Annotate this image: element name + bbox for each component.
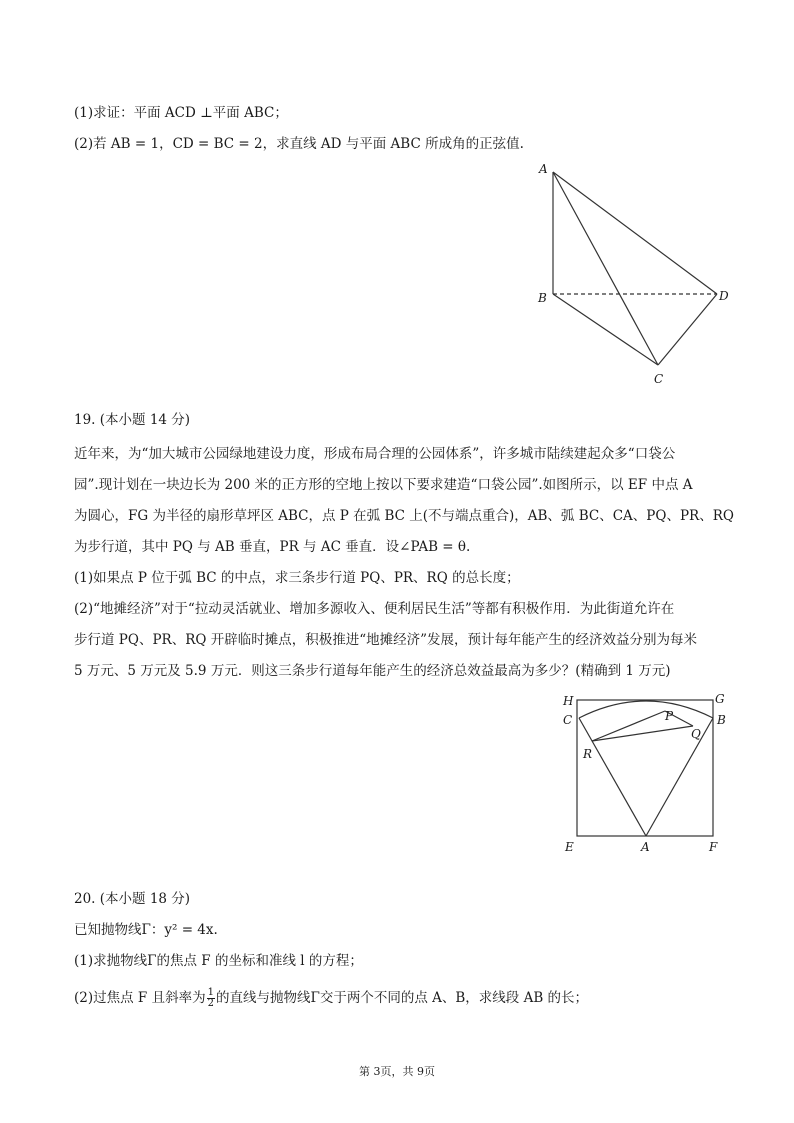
label-p: P — [665, 709, 674, 723]
edge-bc — [553, 294, 658, 365]
walkway-rq — [592, 726, 693, 741]
label-f: F — [709, 840, 718, 854]
label-a: A — [641, 840, 650, 854]
edge-ad — [553, 172, 717, 294]
q18-tetrahedron-figure — [530, 155, 740, 394]
label-c: C — [654, 372, 664, 386]
label-b: B — [717, 713, 726, 727]
walkway-pr — [592, 711, 665, 741]
edge-ac — [553, 172, 658, 365]
fraction-denominator: 2 — [207, 998, 214, 1009]
label-q: Q — [691, 727, 701, 741]
q18-part2: (2)若 AB = 1，CD = BC = 2，求直线 AD 与平面 ABC 所成角的正弦值. — [74, 136, 524, 152]
arc-bc — [579, 701, 713, 718]
q19-part2-line-3: 5 万元、5 万元及 5.9 万元．则这三条步行道每年能产生的经济总效益最高为多少？(精确到 1 万元) — [74, 663, 671, 679]
q20-part2-post: 的直线与抛物线Γ交于两个不同的点 A、B，求线段 AB 的长； — [215, 990, 589, 1006]
q19-para-line-4: 为步行道，其中 PQ 与 AB 垂直，PR 与 AC 垂直．设∠PAB = θ. — [74, 539, 471, 555]
q18-part1: (1)求证：平面 ACD ⊥平面 ABC； — [74, 105, 288, 121]
q20-intro: 已知抛物线Γ：y² = 4x. — [74, 922, 218, 938]
label-g: G — [715, 692, 725, 706]
q19-heading: 19. (本小题 14 分) — [74, 412, 191, 428]
q19-part2-line-2: 步行道 PQ、PR、RQ 开辟临时摊点，积极推进“地摊经济”发展，预计每年能产生的经济效益分别为每米 — [74, 632, 698, 648]
q20-slope-fraction — [207, 988, 215, 1009]
q19-park-figure — [555, 688, 735, 862]
radius-ab — [646, 718, 713, 836]
q19-para-line-1: 近年来，为“加大城市公园绿地建设力度，形成布局合理的公园体系”，许多城市陆续建起众多“口袋公 — [74, 446, 676, 462]
q19-part2-line-1: (2)“地摊经济”对于“拉动灵活就业、增加多源收入、便利居民生活”等都有积极作用．为此街道允许在 — [74, 601, 675, 617]
square-efgh — [577, 700, 713, 836]
q19-para-line-2: 园”.现计划在一块边长为 200 米的正方形的空地上按以下要求建造“口袋公园”.如图所示，以 EF 中点 A — [74, 477, 693, 493]
q20-part1: (1)求抛物线Γ的焦点 F 的坐标和准线 l 的方程； — [74, 953, 363, 969]
label-a: A — [539, 162, 548, 176]
radius-ac — [579, 718, 646, 836]
label-h: H — [563, 694, 574, 708]
label-c: C — [563, 713, 573, 727]
label-b: B — [538, 291, 547, 305]
fraction-numerator: 1 — [207, 987, 214, 998]
q19-para-line-3: 为圆心，FG 为半径的扇形草坪区 ABC，点 P 在弧 BC 上(不与端点重合)，AB、弧 BC、CA、PQ、PR、RQ — [74, 508, 734, 524]
q20-part2-pre: (2)过焦点 F 且斜率为 — [74, 990, 206, 1006]
edge-dc — [658, 294, 717, 365]
label-d: D — [719, 289, 729, 303]
page-footer: 第 3页，共 9页 — [359, 1065, 435, 1078]
label-r: R — [583, 747, 593, 761]
q20-part2 — [74, 988, 588, 1009]
q19-part1: (1)如果点 P 位于弧 BC 的中点，求三条步行道 PQ、PR、RQ 的总长度； — [74, 570, 520, 586]
q20-heading: 20. (本小题 18 分) — [74, 891, 191, 907]
label-e: E — [565, 840, 574, 854]
